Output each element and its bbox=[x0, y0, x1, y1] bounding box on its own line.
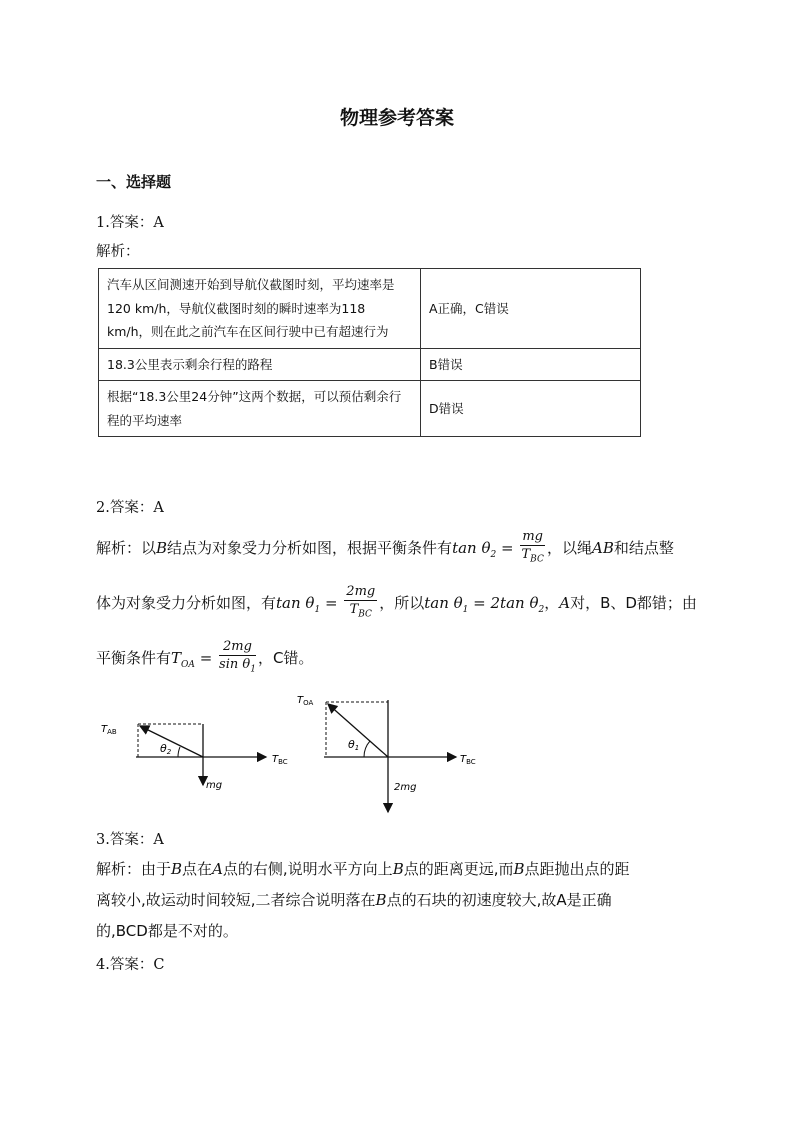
t-oa-label: $T_{OA}$ bbox=[297, 695, 314, 707]
q2-analysis-line-3 bbox=[96, 638, 313, 679]
text: 和结点整 bbox=[613, 538, 674, 557]
q3-analysis-line-3: 的,BCD都是不对的。 bbox=[96, 922, 238, 940]
fraction: $\frac{2mg}{\sin \theta_1}$ bbox=[219, 639, 256, 675]
theta2-label: θ2 bbox=[160, 742, 172, 756]
table-cell: 根据“18.3公里24分钟”这两个数据，可以预估剩余行程的平均速率 bbox=[99, 381, 421, 437]
t-bc-label: $T_{BC}$ bbox=[460, 754, 476, 766]
text: 解析：以 bbox=[96, 538, 157, 557]
q3-analysis-line-2: 离较小,故运动时间较短,二者综合说明落在B点的石块的初速度较大,故A是正确 bbox=[96, 891, 612, 909]
text: A bbox=[559, 593, 571, 612]
q2-analysis-line-2 bbox=[96, 583, 697, 624]
q3-answer: 3.答案：A bbox=[96, 832, 164, 848]
formula: $\tan \theta_1 = 2\tan$ $\theta_2$ bbox=[424, 593, 545, 615]
text: 结点为对象受力分析如图，根据平衡条件有 bbox=[167, 538, 453, 557]
table-cell: 18.3公里表示剩余行程的路程 bbox=[99, 348, 421, 381]
text: ，以绳 bbox=[547, 538, 593, 557]
fraction: $\frac{mg}{T_{BC}}$ bbox=[521, 529, 544, 565]
text: 对， bbox=[570, 593, 601, 612]
force-diagram-2 bbox=[297, 695, 476, 812]
formula: $T_{OA}$ = bbox=[171, 648, 218, 670]
text: ， bbox=[544, 593, 560, 612]
table-row bbox=[99, 381, 641, 437]
page-title: 物理参考答案 bbox=[339, 107, 454, 129]
t-ab-arrow bbox=[140, 726, 203, 757]
text: ，C错。 bbox=[257, 648, 314, 667]
mg-label: 2mg bbox=[394, 782, 417, 793]
table-cell: B错误 bbox=[421, 348, 641, 381]
text: B、D都错；由 bbox=[600, 593, 697, 612]
formula: $\tan \theta_1$ = bbox=[276, 593, 343, 615]
force-diagram-1 bbox=[101, 724, 288, 791]
force-diagrams bbox=[96, 690, 516, 825]
text: ，所以 bbox=[379, 593, 425, 612]
text: B bbox=[156, 538, 168, 557]
fraction: $\frac{2mg}{T_{BC}}$ bbox=[346, 584, 376, 620]
mg-label: mg bbox=[206, 780, 223, 791]
angle-arc bbox=[364, 741, 370, 757]
section-heading: 一、选择题 bbox=[96, 173, 172, 191]
t-bc-label: $T_{BC}$ bbox=[272, 754, 288, 766]
table-cell: 汽车从区间测速开始到导航仪截图时刻，平均速率是120 km/h，导航仪截图时刻的瞬时速率为118 km/h，则在此之前汽车在区间行驶中已有超速行为 bbox=[99, 269, 421, 349]
q3-analysis-line-1: 解析：由于B点在A点的右侧,说明水平方向上B点的距离更远,而B点距抛出点的距 bbox=[96, 860, 630, 878]
q1-answer: 1.答案：A bbox=[96, 215, 164, 231]
table-row bbox=[99, 348, 641, 381]
angle-arc bbox=[178, 747, 180, 757]
theta1-label: θ1 bbox=[348, 738, 360, 752]
text: 体为对象受力分析如图，有 bbox=[96, 593, 277, 612]
table-cell: A正确，C错误 bbox=[421, 269, 641, 349]
q1-analysis-table bbox=[98, 268, 641, 437]
table-row bbox=[99, 269, 641, 349]
text: 平衡条件有 bbox=[96, 648, 172, 667]
table-cell: D错误 bbox=[421, 381, 641, 437]
q2-analysis-line-1 bbox=[96, 528, 674, 569]
q4-answer: 4.答案：C bbox=[96, 957, 165, 973]
q1-analysis-label: 解析： bbox=[96, 244, 140, 260]
text: AB bbox=[592, 538, 614, 557]
t-ab-label: $T_{AB}$ bbox=[101, 724, 117, 736]
q2-answer: 2.答案：A bbox=[96, 500, 164, 516]
formula: $\tan \theta_2$ = bbox=[452, 538, 519, 560]
